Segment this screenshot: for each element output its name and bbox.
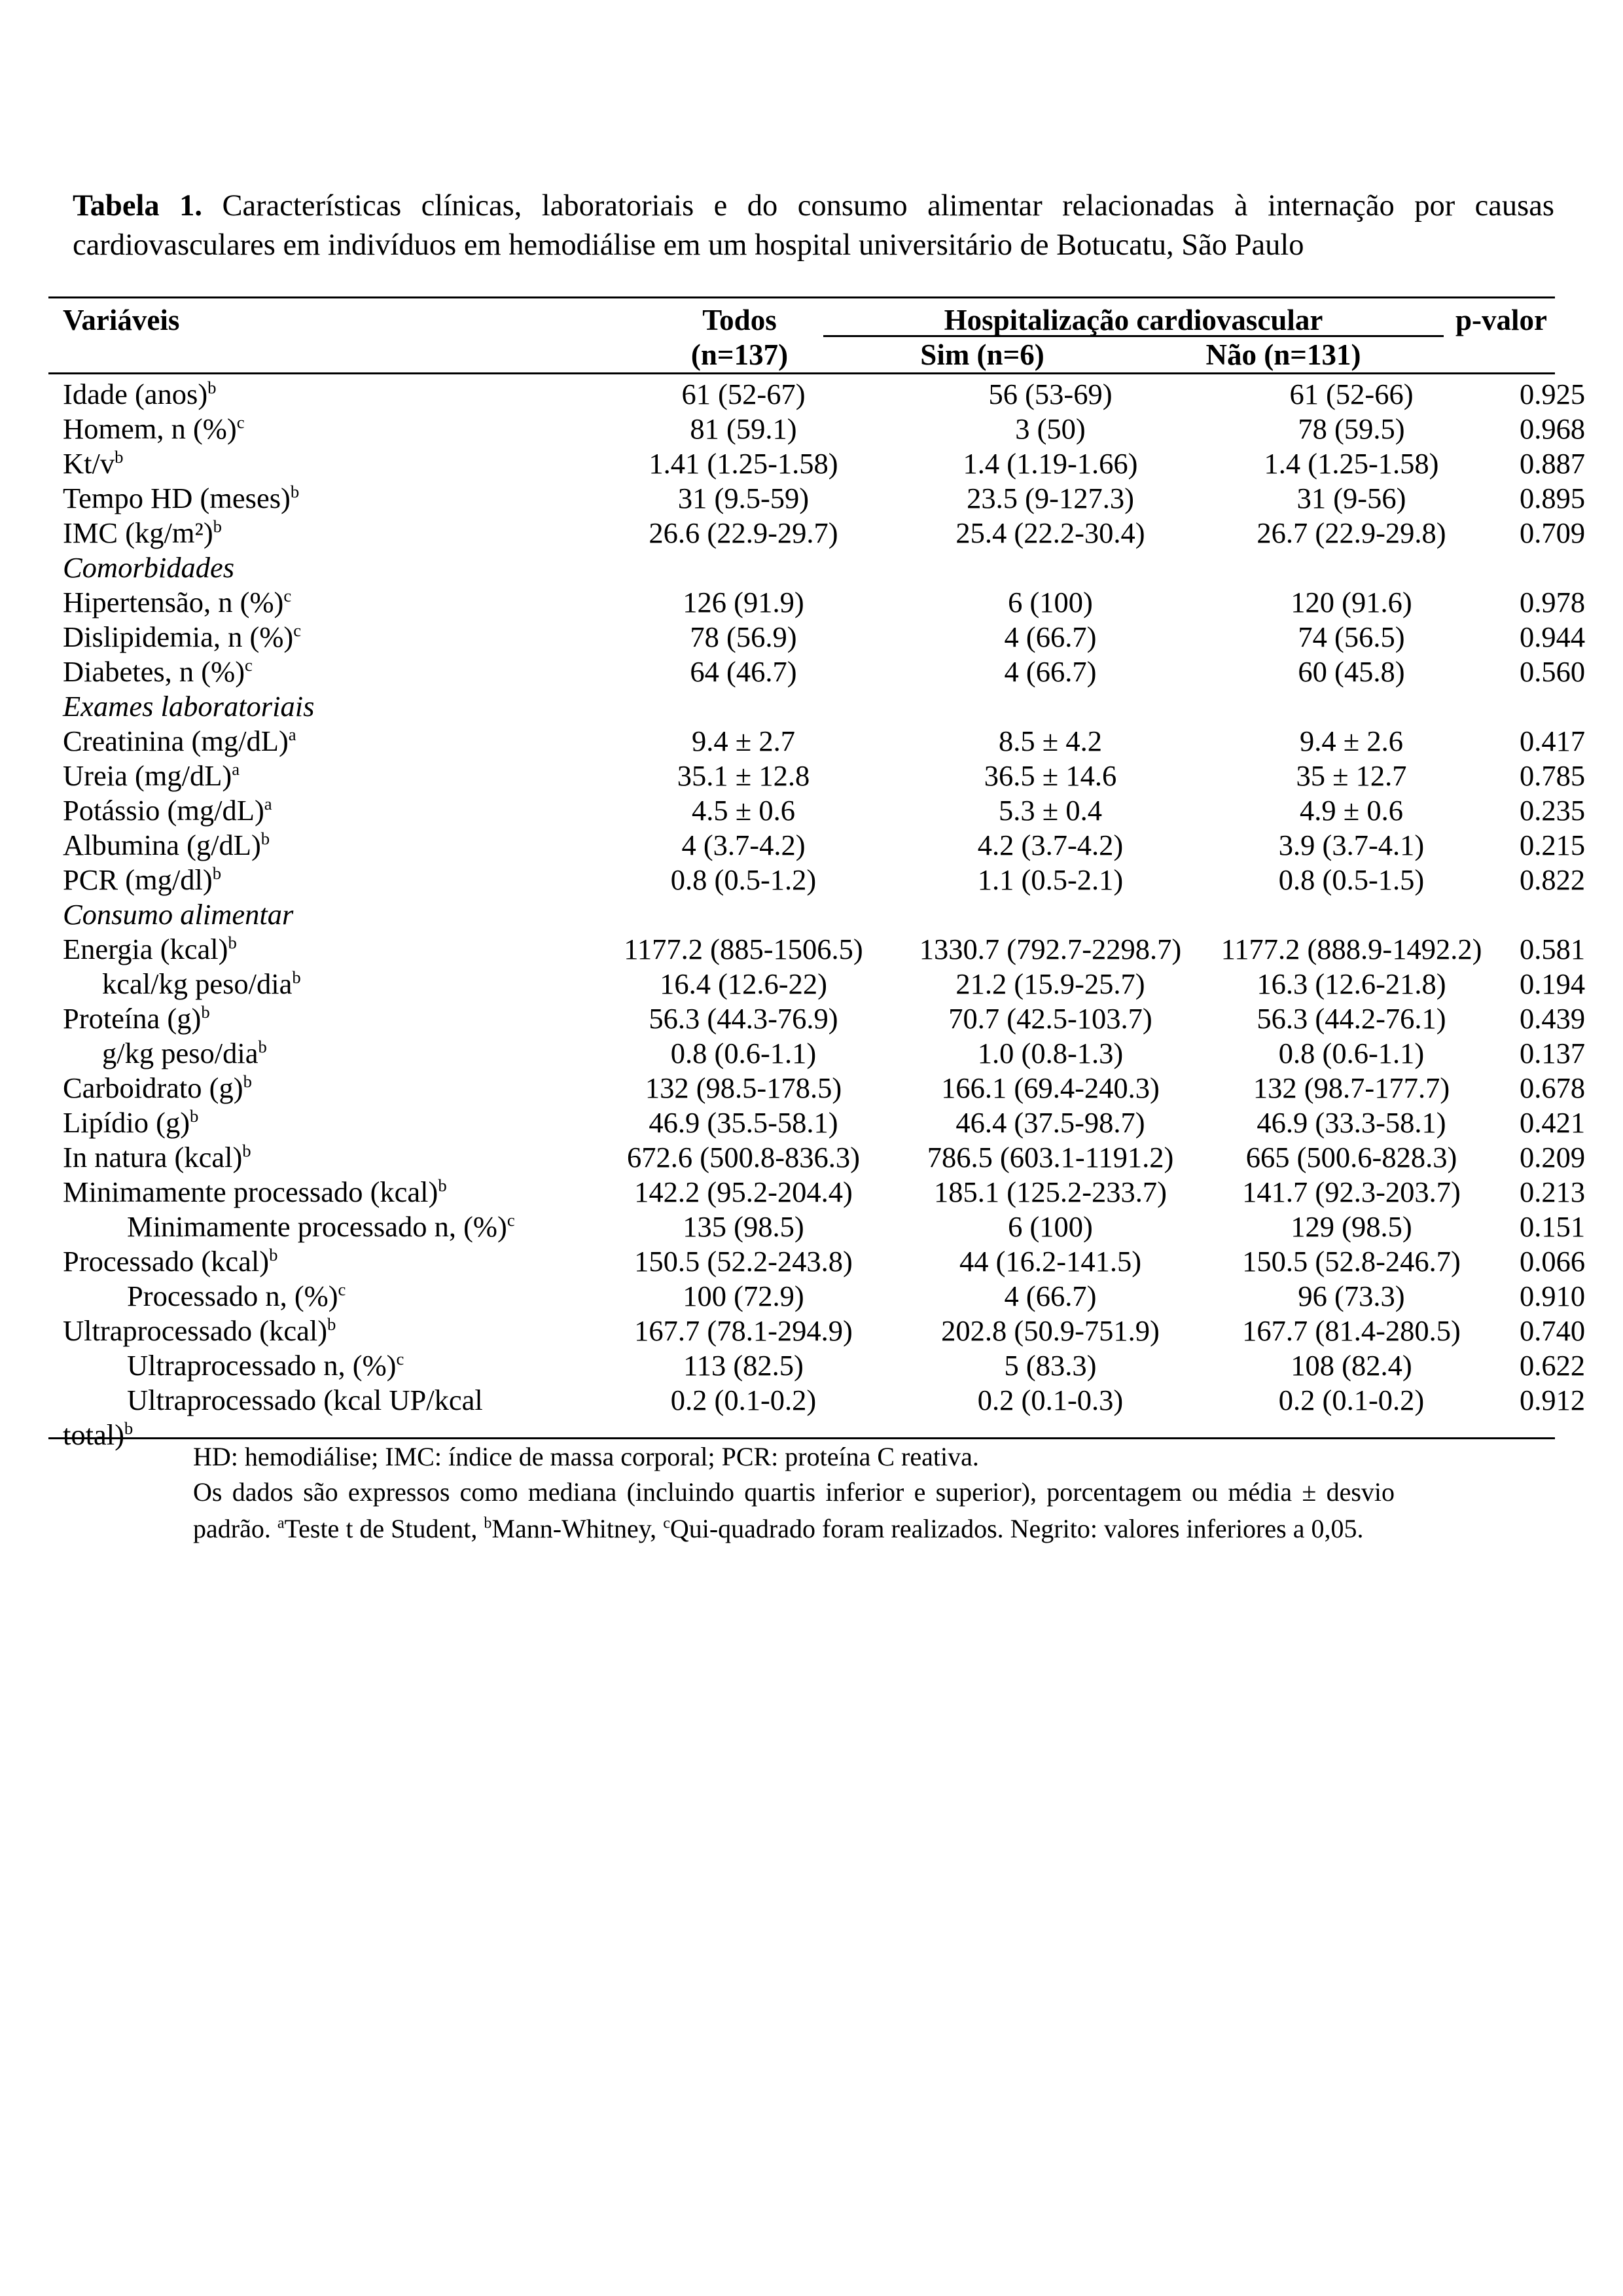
header-group: Hospitalização cardiovascular (944, 304, 1323, 336)
p-value: 0.137 (1520, 1037, 1586, 1069)
todos-value: 142.2 (95.2-204.4) (634, 1175, 853, 1208)
table-row (48, 655, 1555, 689)
variable-label-text: Consumo alimentar (63, 898, 294, 931)
section-row (48, 689, 1555, 724)
todos-value: 16.4 (12.6-22) (660, 967, 827, 1000)
variable-label (48, 1140, 573, 1175)
p-value: 0.560 (1520, 655, 1586, 688)
sim-value: 8.5 ± 4.2 (999, 725, 1102, 757)
nao-value: 3.9 (3.7-4.1) (1278, 829, 1425, 861)
p-value: 0.194 (1520, 967, 1586, 1000)
footnote-marker: b (201, 1002, 210, 1022)
variable-label-text: Creatinina (mg/dL) (63, 725, 289, 757)
footnote-marker: b (292, 967, 301, 988)
sim-value: 21.2 (15.9-25.7) (955, 967, 1145, 1000)
sim-value: 44 (16.2-141.5) (959, 1245, 1142, 1278)
table-row (48, 585, 1555, 620)
variable-label-text: Processado (kcal) (63, 1245, 270, 1278)
todos-value: 135 (98.5) (683, 1210, 804, 1243)
nao-value: 16.3 (12.6-21.8) (1257, 967, 1446, 1000)
p-value (1516, 689, 1555, 724)
sim-value: 23.5 (9-127.3) (967, 482, 1134, 514)
table-row (48, 446, 1555, 481)
footnote-marker: b (438, 1175, 447, 1196)
note-test-b: Mann-Whitney, (491, 1514, 657, 1543)
sim-value: 1.4 (1.19-1.66) (963, 447, 1138, 480)
variable-label (48, 828, 573, 863)
section-label (48, 897, 573, 932)
note-test-c: Qui-quadrado foram realizados. Negrito: valores inferiores a 0,05. (669, 1514, 1364, 1543)
variable-label-text: Comorbidades (63, 551, 235, 584)
p-value: 0.215 (1520, 829, 1586, 861)
variable-label-text: Ureia (mg/dL) (63, 759, 232, 792)
nao-value: 78 (59.5) (1298, 412, 1405, 445)
p-value: 0.439 (1520, 1002, 1586, 1035)
nao-value (1187, 550, 1516, 585)
p-value: 0.822 (1520, 863, 1586, 896)
table-row (48, 1036, 1555, 1071)
sim-value: 4 (66.7) (1004, 1280, 1097, 1312)
todos-value: 61 (52-67) (681, 378, 806, 410)
nao-value: 132 (98.7-177.7) (1253, 1071, 1450, 1104)
p-value: 0.925 (1520, 378, 1586, 410)
footnote-marker: b (228, 933, 237, 953)
nao-value: 96 (73.3) (1298, 1280, 1405, 1312)
table-row (48, 412, 1555, 446)
table-row (48, 481, 1555, 516)
todos-value: 46.9 (35.5-58.1) (649, 1106, 838, 1139)
table-row (48, 1175, 1555, 1210)
todos-value: 100 (72.9) (683, 1280, 804, 1312)
todos-value: 31 (9.5-59) (677, 482, 810, 514)
variable-label-text: Hipertensão, n (%) (63, 586, 284, 619)
table-row (48, 1071, 1555, 1105)
variable-label-text: Minimamente processado n, (%) (127, 1210, 507, 1243)
header-variables: Variáveis (63, 304, 180, 336)
variable-label (48, 1348, 573, 1383)
variable-label-text: Proteína (g) (63, 1002, 202, 1035)
variable-label (48, 1071, 573, 1105)
p-value: 0.887 (1520, 447, 1586, 480)
table-row (48, 620, 1555, 655)
note-statistics (193, 1474, 1395, 1547)
nao-value: 141.7 (92.3-203.7) (1242, 1175, 1461, 1208)
p-value: 0.709 (1520, 516, 1586, 549)
variable-label (48, 1175, 573, 1210)
nao-value: 129 (98.5) (1291, 1210, 1412, 1243)
table-row (48, 759, 1555, 793)
nao-value: 74 (56.5) (1298, 620, 1405, 653)
sim-value: 6 (100) (1008, 1210, 1093, 1243)
sim-value: 46.4 (37.5-98.7) (955, 1106, 1145, 1139)
variable-label (48, 516, 573, 550)
variable-label (48, 932, 573, 967)
header-todos: Todos (702, 304, 777, 336)
variable-label-text: PCR (mg/dl) (63, 863, 213, 896)
footnote-marker: b (190, 1106, 199, 1126)
variable-label-text: Dislipidemia, n (%) (63, 620, 294, 653)
sim-value: 166.1 (69.4-240.3) (941, 1071, 1160, 1104)
todos-value: 64 (46.7) (690, 655, 797, 688)
nao-value: 46.9 (33.3-58.1) (1257, 1106, 1446, 1139)
todos-value: 167.7 (78.1-294.9) (634, 1314, 853, 1347)
sim-value: 0.2 (0.1-0.3) (977, 1384, 1124, 1416)
nao-value (1187, 897, 1516, 932)
variable-label (48, 377, 573, 412)
p-value: 0.209 (1520, 1141, 1586, 1174)
todos-value: 35.1 ± 12.8 (677, 759, 810, 792)
table-row (48, 967, 1555, 1001)
sim-value: 4 (66.7) (1004, 655, 1097, 688)
sim-value: 1330.7 (792.7-2298.7) (919, 933, 1182, 965)
sim-value: 185.1 (125.2-233.7) (934, 1175, 1167, 1208)
section-row (48, 550, 1555, 585)
p-value: 0.978 (1520, 586, 1586, 619)
variable-label (48, 412, 573, 446)
sim-value: 4 (66.7) (1004, 620, 1097, 653)
table-top-rule (48, 296, 1555, 298)
variable-label (48, 481, 573, 516)
nao-value: 9.4 ± 2.6 (1300, 725, 1403, 757)
footnote-marker: b (213, 516, 222, 537)
note-sup-c: c (663, 1515, 670, 1532)
p-value: 0.581 (1520, 933, 1586, 965)
caption-label: Tabela 1. (73, 189, 203, 223)
todos-value (573, 897, 914, 932)
variable-label (48, 967, 573, 1001)
nao-value: 665 (500.6-828.3) (1245, 1141, 1457, 1174)
todos-value: 672.6 (500.8-836.3) (627, 1141, 860, 1174)
variable-label (48, 1036, 573, 1071)
sim-value: 3 (50) (1015, 412, 1086, 445)
footnote-marker: b (269, 1245, 278, 1265)
todos-value: 4 (3.7-4.2) (681, 829, 806, 861)
section-label (48, 689, 573, 724)
nao-value: 35 ± 12.7 (1296, 759, 1407, 792)
table-row (48, 516, 1555, 550)
sim-value: 5.3 ± 0.4 (999, 794, 1102, 827)
p-value: 0.785 (1520, 759, 1586, 792)
nao-value: 150.5 (52.8-246.7) (1242, 1245, 1461, 1278)
variable-label-text: Idade (anos) (63, 378, 208, 410)
variable-label-text: Minimamente processado (kcal) (63, 1175, 438, 1208)
variable-label-text: Homem, n (%) (63, 412, 237, 445)
todos-value: 126 (91.9) (683, 586, 804, 619)
nao-value: 0.2 (0.1-0.2) (1278, 1384, 1425, 1416)
nao-value: 61 (52-66) (1289, 378, 1414, 410)
section-row (48, 897, 1555, 932)
footnote-marker: c (338, 1280, 346, 1300)
note-test-a: Teste t de Student, (284, 1514, 478, 1543)
variable-label (48, 759, 573, 793)
sim-value: 25.4 (22.2-30.4) (955, 516, 1145, 549)
variable-label (48, 793, 573, 828)
variable-label-text: Ultraprocessado (kcal) (63, 1314, 328, 1347)
todos-value (573, 689, 914, 724)
variable-label-text: Albumina (g/dL) (63, 829, 261, 861)
todos-value: 132 (98.5-178.5) (645, 1071, 842, 1104)
variable-label-text: In natura (kcal) (63, 1141, 243, 1174)
todos-value: 9.4 ± 2.7 (692, 725, 795, 757)
p-value: 0.066 (1520, 1245, 1586, 1278)
todos-value: 26.6 (22.9-29.7) (649, 516, 838, 549)
note-abbreviations: HD: hemodiálise; IMC: índice de massa corporal; PCR: proteína C reativa. (193, 1442, 979, 1471)
sim-value: 70.7 (42.5-103.7) (948, 1002, 1152, 1035)
footnote-marker: b (124, 1418, 134, 1439)
table-row (48, 1210, 1555, 1244)
p-value: 0.213 (1520, 1175, 1586, 1208)
data-table (48, 377, 1586, 1452)
variable-label-line1: Ultraprocessado (kcal UP/kcal (127, 1384, 483, 1416)
footnote-marker: c (236, 412, 245, 433)
variable-label (48, 1314, 573, 1348)
table-row (48, 1314, 1555, 1348)
footnote-marker: b (207, 378, 217, 398)
variable-label (48, 1244, 573, 1279)
table-caption (73, 187, 1554, 265)
todos-value: 0.8 (0.6-1.1) (670, 1037, 817, 1069)
todos-value: 4.5 ± 0.6 (692, 794, 795, 827)
variable-label (48, 1210, 573, 1244)
todos-value: 1.41 (1.25-1.58) (649, 447, 838, 480)
table-row (48, 828, 1555, 863)
todos-value: 81 (59.1) (690, 412, 797, 445)
variable-label (48, 585, 573, 620)
sim-value: 6 (100) (1008, 586, 1093, 619)
nao-value: 1177.2 (888.9-1492.2) (1221, 933, 1482, 965)
sim-value: 786.5 (603.1-1191.2) (927, 1141, 1174, 1174)
variable-label-text: Diabetes, n (%) (63, 655, 245, 688)
variable-label (48, 655, 573, 689)
variable-label-text: kcal/kg peso/dia (102, 967, 293, 1000)
nao-value: 4.9 ± 0.6 (1300, 794, 1403, 827)
variable-label-line2: total) (63, 1418, 124, 1451)
sim-value: 1.0 (0.8-1.3) (977, 1037, 1124, 1069)
nao-value: 60 (45.8) (1298, 655, 1405, 688)
p-value: 0.895 (1520, 482, 1586, 514)
table-row (48, 1105, 1555, 1140)
variable-label (48, 1105, 573, 1140)
header-todos-n: (n=137) (690, 338, 789, 371)
footnote-marker: a (264, 794, 272, 814)
p-value: 0.944 (1520, 620, 1586, 653)
p-value: 0.740 (1520, 1314, 1586, 1347)
nao-value: 167.7 (81.4-280.5) (1242, 1314, 1461, 1347)
sim-value: 5 (83.3) (1004, 1349, 1097, 1382)
table-row (48, 1348, 1555, 1383)
nao-value: 108 (82.4) (1291, 1349, 1412, 1382)
header-pvalue: p-valor (1455, 304, 1547, 336)
todos-value: 0.2 (0.1-0.2) (670, 1384, 817, 1416)
footnote-marker: b (212, 863, 222, 884)
table-row (48, 932, 1555, 967)
header-sim: Sim (n=6) (920, 338, 1044, 371)
footnote-marker: c (293, 620, 302, 641)
sim-value: 202.8 (50.9-751.9) (941, 1314, 1160, 1347)
sim-value: 36.5 ± 14.6 (984, 759, 1117, 792)
note-sup-a: a (277, 1515, 285, 1532)
variable-label-text: Exames laboratoriais (63, 690, 315, 723)
footnote-marker: a (232, 759, 240, 780)
todos-value: 1177.2 (885-1506.5) (624, 933, 863, 965)
sim-value: 56 (53-69) (988, 378, 1113, 410)
variable-label (48, 1001, 573, 1036)
variable-label-text: Potássio (mg/dL) (63, 794, 264, 827)
nao-value: 56.3 (44.2-76.1) (1257, 1002, 1446, 1035)
variable-label-text: Ultraprocessado n, (%) (127, 1349, 397, 1382)
table-row (48, 1244, 1555, 1279)
caption-text: Características clínicas, laboratoriais e do consumo alimentar relacionadas à internação por causas cardiovasculares em indivíduos em hemodiálise em um hospital universitário de Botucatu, São Paulo (73, 189, 1555, 262)
sim-value: 4.2 (3.7-4.2) (977, 829, 1124, 861)
table-row (48, 1279, 1555, 1314)
todos-value: 56.3 (44.3-76.9) (649, 1002, 838, 1035)
variable-label (48, 1279, 573, 1314)
header-bottom-rule (48, 372, 1555, 374)
p-value: 0.151 (1520, 1210, 1586, 1243)
variable-label-text: g/kg peso/dia (102, 1037, 259, 1069)
nao-value: 26.7 (22.9-29.8) (1257, 516, 1446, 549)
nao-value: 120 (91.6) (1291, 586, 1412, 619)
p-value: 0.417 (1520, 725, 1586, 757)
footnote-marker: b (242, 1141, 251, 1161)
footnote-marker: b (243, 1071, 252, 1092)
table-row (48, 724, 1555, 759)
p-value: 0.678 (1520, 1071, 1586, 1104)
variable-label-text: Energia (kcal) (63, 933, 228, 965)
variable-label (48, 620, 573, 655)
sim-value (914, 689, 1187, 724)
todos-value: 113 (82.5) (683, 1349, 804, 1382)
footnote-marker: b (258, 1037, 267, 1057)
nao-value (1187, 689, 1516, 724)
variable-label (48, 863, 573, 897)
variable-label (48, 724, 573, 759)
p-value: 0.622 (1520, 1349, 1586, 1382)
table-row (48, 793, 1555, 828)
table-row (48, 377, 1555, 412)
sim-value (914, 550, 1187, 585)
variable-label-text: Carboidrato (g) (63, 1071, 243, 1104)
p-value: 0.910 (1520, 1280, 1586, 1312)
p-value: 0.235 (1520, 794, 1586, 827)
variable-label-text: Tempo HD (meses) (63, 482, 291, 514)
nao-value: 0.8 (0.5-1.5) (1278, 863, 1425, 896)
footnote-marker: c (507, 1210, 515, 1230)
footnote-marker: a (288, 725, 296, 745)
footnote-marker: c (245, 655, 253, 675)
p-value (1516, 550, 1555, 585)
header-nao: Não (n=131) (1205, 338, 1361, 371)
sim-value (914, 897, 1187, 932)
footnote-marker: b (327, 1314, 336, 1335)
p-value (1516, 897, 1555, 932)
sim-value: 1.1 (0.5-2.1) (977, 863, 1124, 896)
p-value: 0.421 (1520, 1106, 1586, 1139)
footnote-marker: b (260, 829, 270, 849)
note-data-description: Os dados são expressos como mediana (incluindo quartis inferior e superior), porcentagem ou média ± desvio padrão. (193, 1477, 1395, 1543)
nao-value: 1.4 (1.25-1.58) (1264, 447, 1439, 480)
nao-value: 31 (9-56) (1296, 482, 1406, 514)
footnote-marker: c (396, 1349, 404, 1369)
variable-label (48, 446, 573, 481)
p-value: 0.912 (1520, 1384, 1586, 1416)
note-sup-b: b (484, 1515, 492, 1532)
variable-label-text: IMC (kg/m²) (63, 516, 213, 549)
section-label (48, 550, 573, 585)
table-row (48, 1001, 1555, 1036)
footnote-marker: b (290, 482, 300, 502)
p-value: 0.968 (1520, 412, 1586, 445)
table-row (48, 863, 1555, 897)
todos-value: 78 (56.9) (690, 620, 797, 653)
todos-value: 0.8 (0.5-1.2) (670, 863, 817, 896)
variable-label-text: Processado n, (%) (127, 1280, 338, 1312)
todos-value: 150.5 (52.2-243.8) (634, 1245, 853, 1278)
footnote-marker: b (115, 447, 124, 467)
footnote-marker: c (283, 586, 292, 606)
variable-label-text: Kt/v (63, 447, 115, 480)
nao-value: 0.8 (0.6-1.1) (1278, 1037, 1425, 1069)
todos-value (573, 550, 914, 585)
table-row (48, 1140, 1555, 1175)
variable-label-text: Lipídio (g) (63, 1106, 190, 1139)
